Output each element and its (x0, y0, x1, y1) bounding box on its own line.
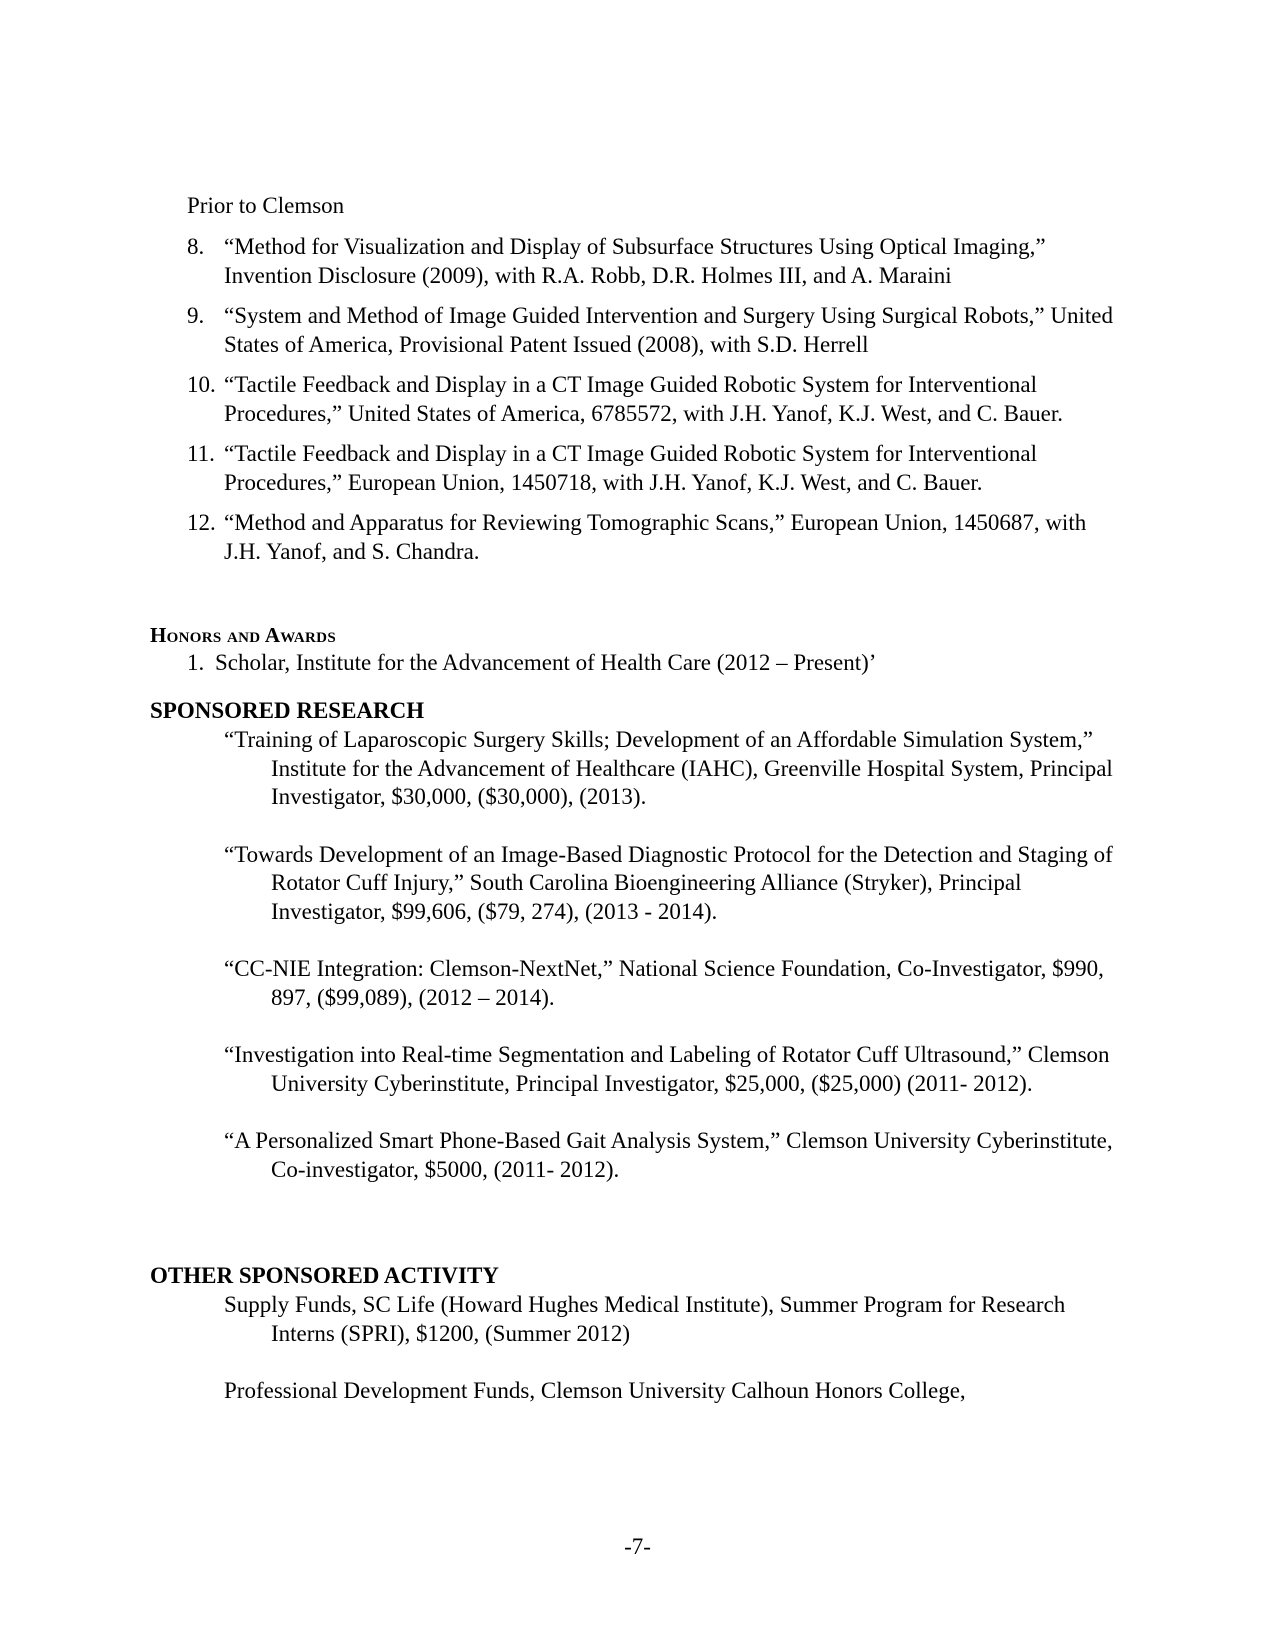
honors-list (187, 649, 876, 678)
grant-entry: “Towards Development of an Image-Based Diagnostic Protocol for the Detection and Staging of Rotator Cuff Injury,” South Carolina Bioengineering Alliance (Stryker), Principal Investigator, $99,606, ($79, 274), (2013 - 2014). (224, 841, 1113, 924)
grant-entry: “Training of Laparoscopic Surgery Skills; Development of an Affordable Simulation System,” Institute for the Advancement of Healthcare (IAHC), Greenville Hospital System, Principal Investigator, $30,000, ($30,000), (2013). (224, 727, 1113, 809)
patent-item (187, 440, 1127, 497)
patent-number: 8. (187, 234, 205, 259)
patent-text: “System and Method of Image Guided Intervention and Surgery Using Surgical Robots,” United States of America, Provisional Patent Issued (2008), with S.D. Herrell (224, 303, 1113, 357)
honors-heading: Honors and Awards (150, 623, 336, 647)
grant-entry: “A Personalized Smart Phone-Based Gait Analysis System,” Clemson University Cyberinstitute, Co-investigator, $5000, (2011- 2012). (224, 1128, 1113, 1182)
activity-entry: Professional Development Funds, Clemson University Calhoun Honors College, (224, 1378, 966, 1403)
activity-entry: Supply Funds, SC Life (Howard Hughes Medical Institute), Summer Program for Research Interns (SPRI), $1200, (Summer 2012) (224, 1292, 1066, 1346)
patent-text: “Method for Visualization and Display of Subsurface Structures Using Optical Imaging,” Invention Disclosure (2009), with R.A. Robb, D.R. Holmes III, and A. Maraini (224, 234, 1046, 288)
other-sponsored-list (224, 1291, 1134, 1435)
other-sponsored-heading: OTHER SPONSORED ACTIVITY (150, 1263, 499, 1288)
honor-item (187, 649, 876, 678)
patent-list (187, 233, 1127, 578)
honor-number: 1. (187, 650, 205, 675)
patent-number: 12. (187, 510, 216, 535)
patent-number: 9. (187, 303, 205, 328)
patent-item (187, 302, 1127, 359)
patents-subheading: Prior to Clemson (187, 193, 345, 218)
patent-item (187, 509, 1127, 566)
grant-entry: “Investigation into Real-time Segmentation and Labeling of Rotator Cuff Ultrasound,” Clemson University Cyberinstitute, Principal Investigator, $25,000, ($25,000) (2011- 2012). (224, 1042, 1110, 1096)
grant-entry: “CC-NIE Integration: Clemson-NextNet,” National Science Foundation, Co-Investigator, $990, 897, ($99,089), (2012 – 2014). (224, 956, 1104, 1010)
patent-number: 10. (187, 372, 216, 397)
patent-text: “Tactile Feedback and Display in a CT Image Guided Robotic System for Interventional Procedures,” United States of America, 6785572, with J.H. Yanof, K.J. West, and C. Bauer. (224, 372, 1064, 426)
page-number: -7- (624, 1534, 651, 1559)
patent-text: “Method and Apparatus for Reviewing Tomographic Scans,” European Union, 1450687, with J.H. Yanof, and S. Chandra. (224, 510, 1087, 564)
patent-item (187, 233, 1127, 290)
sponsored-research-heading: SPONSORED RESEARCH (150, 698, 425, 723)
honor-text: Scholar, Institute for the Advancement of Health Care (2012 – Present)’ (215, 650, 877, 675)
patent-number: 11. (187, 441, 215, 466)
patent-item (187, 371, 1127, 428)
patent-text: “Tactile Feedback and Display in a CT Image Guided Robotic System for Interventional Procedures,” European Union, 1450718, with J.H. Yanof, K.J. West, and C. Bauer. (224, 441, 1037, 495)
sponsored-research-list (224, 726, 1134, 1213)
